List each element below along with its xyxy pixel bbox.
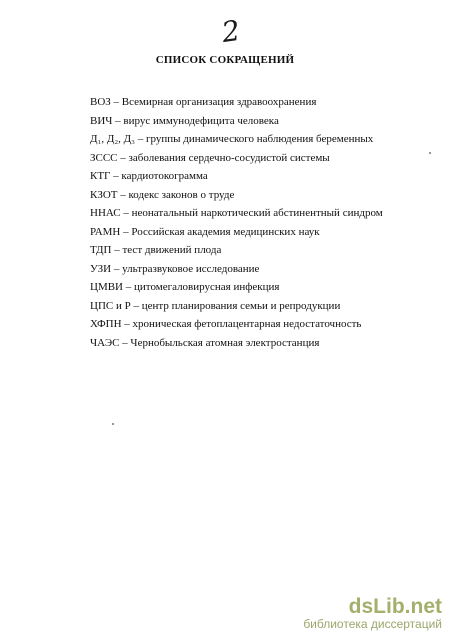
- abbreviation-item-d-groups: Д₁, Д₂, Д₃ – группы динамического наблюдения беременных: [90, 133, 374, 145]
- abbreviation-list: [90, 93, 420, 352]
- handwritten-page-number: 2: [219, 13, 242, 50]
- watermark-subtitle: библиотека диссертаций: [303, 616, 442, 631]
- abbreviation-item-kzot: КЗОТ – кодекс законов о труде: [90, 188, 235, 201]
- scan-speck: [429, 152, 431, 154]
- abbreviation-item-ktg: КТГ – кардиотокограмма: [90, 170, 208, 182]
- abbreviation-item-hfpn: ХФПН – хроническая фетоплацентарная недостаточность: [90, 318, 362, 330]
- abbreviation-item-tdp: ТДП – тест движений плода: [90, 244, 222, 256]
- abbreviation-item-vich: ВИЧ – вирус иммунодефицита человека: [90, 114, 279, 127]
- abbreviation-item-tsmvi: ЦМВИ – цитомегаловирусная инфекция: [90, 281, 280, 293]
- page-title: СПИСОК СОКРАЩЕНИЙ: [155, 54, 295, 66]
- abbreviation-item-voz: ВОЗ – Всемирная организация здравоохранения: [90, 96, 317, 108]
- watermark-logo: dsLib.net: [348, 594, 442, 618]
- abbreviation-item-uzi: УЗИ – ультразвуковое исследование: [90, 262, 260, 275]
- abbreviation-item-nnas: ННАС – неонатальный наркотический абстинентный синдром: [90, 207, 383, 219]
- scan-speck: [112, 423, 114, 425]
- abbreviation-item-chaes: ЧАЭС – Чернобыльская атомная электростанция: [90, 336, 320, 349]
- watermark: [303, 596, 442, 631]
- abbreviation-item-ramn: РАМН – Российская академия медицинских наук: [90, 225, 320, 238]
- abbreviation-item-zsss: ЗССС – заболевания сердечно-сосудистой системы: [90, 151, 330, 164]
- abbreviation-item-tsps: ЦПС и Р – центр планирования семьи и репродукции: [90, 299, 341, 312]
